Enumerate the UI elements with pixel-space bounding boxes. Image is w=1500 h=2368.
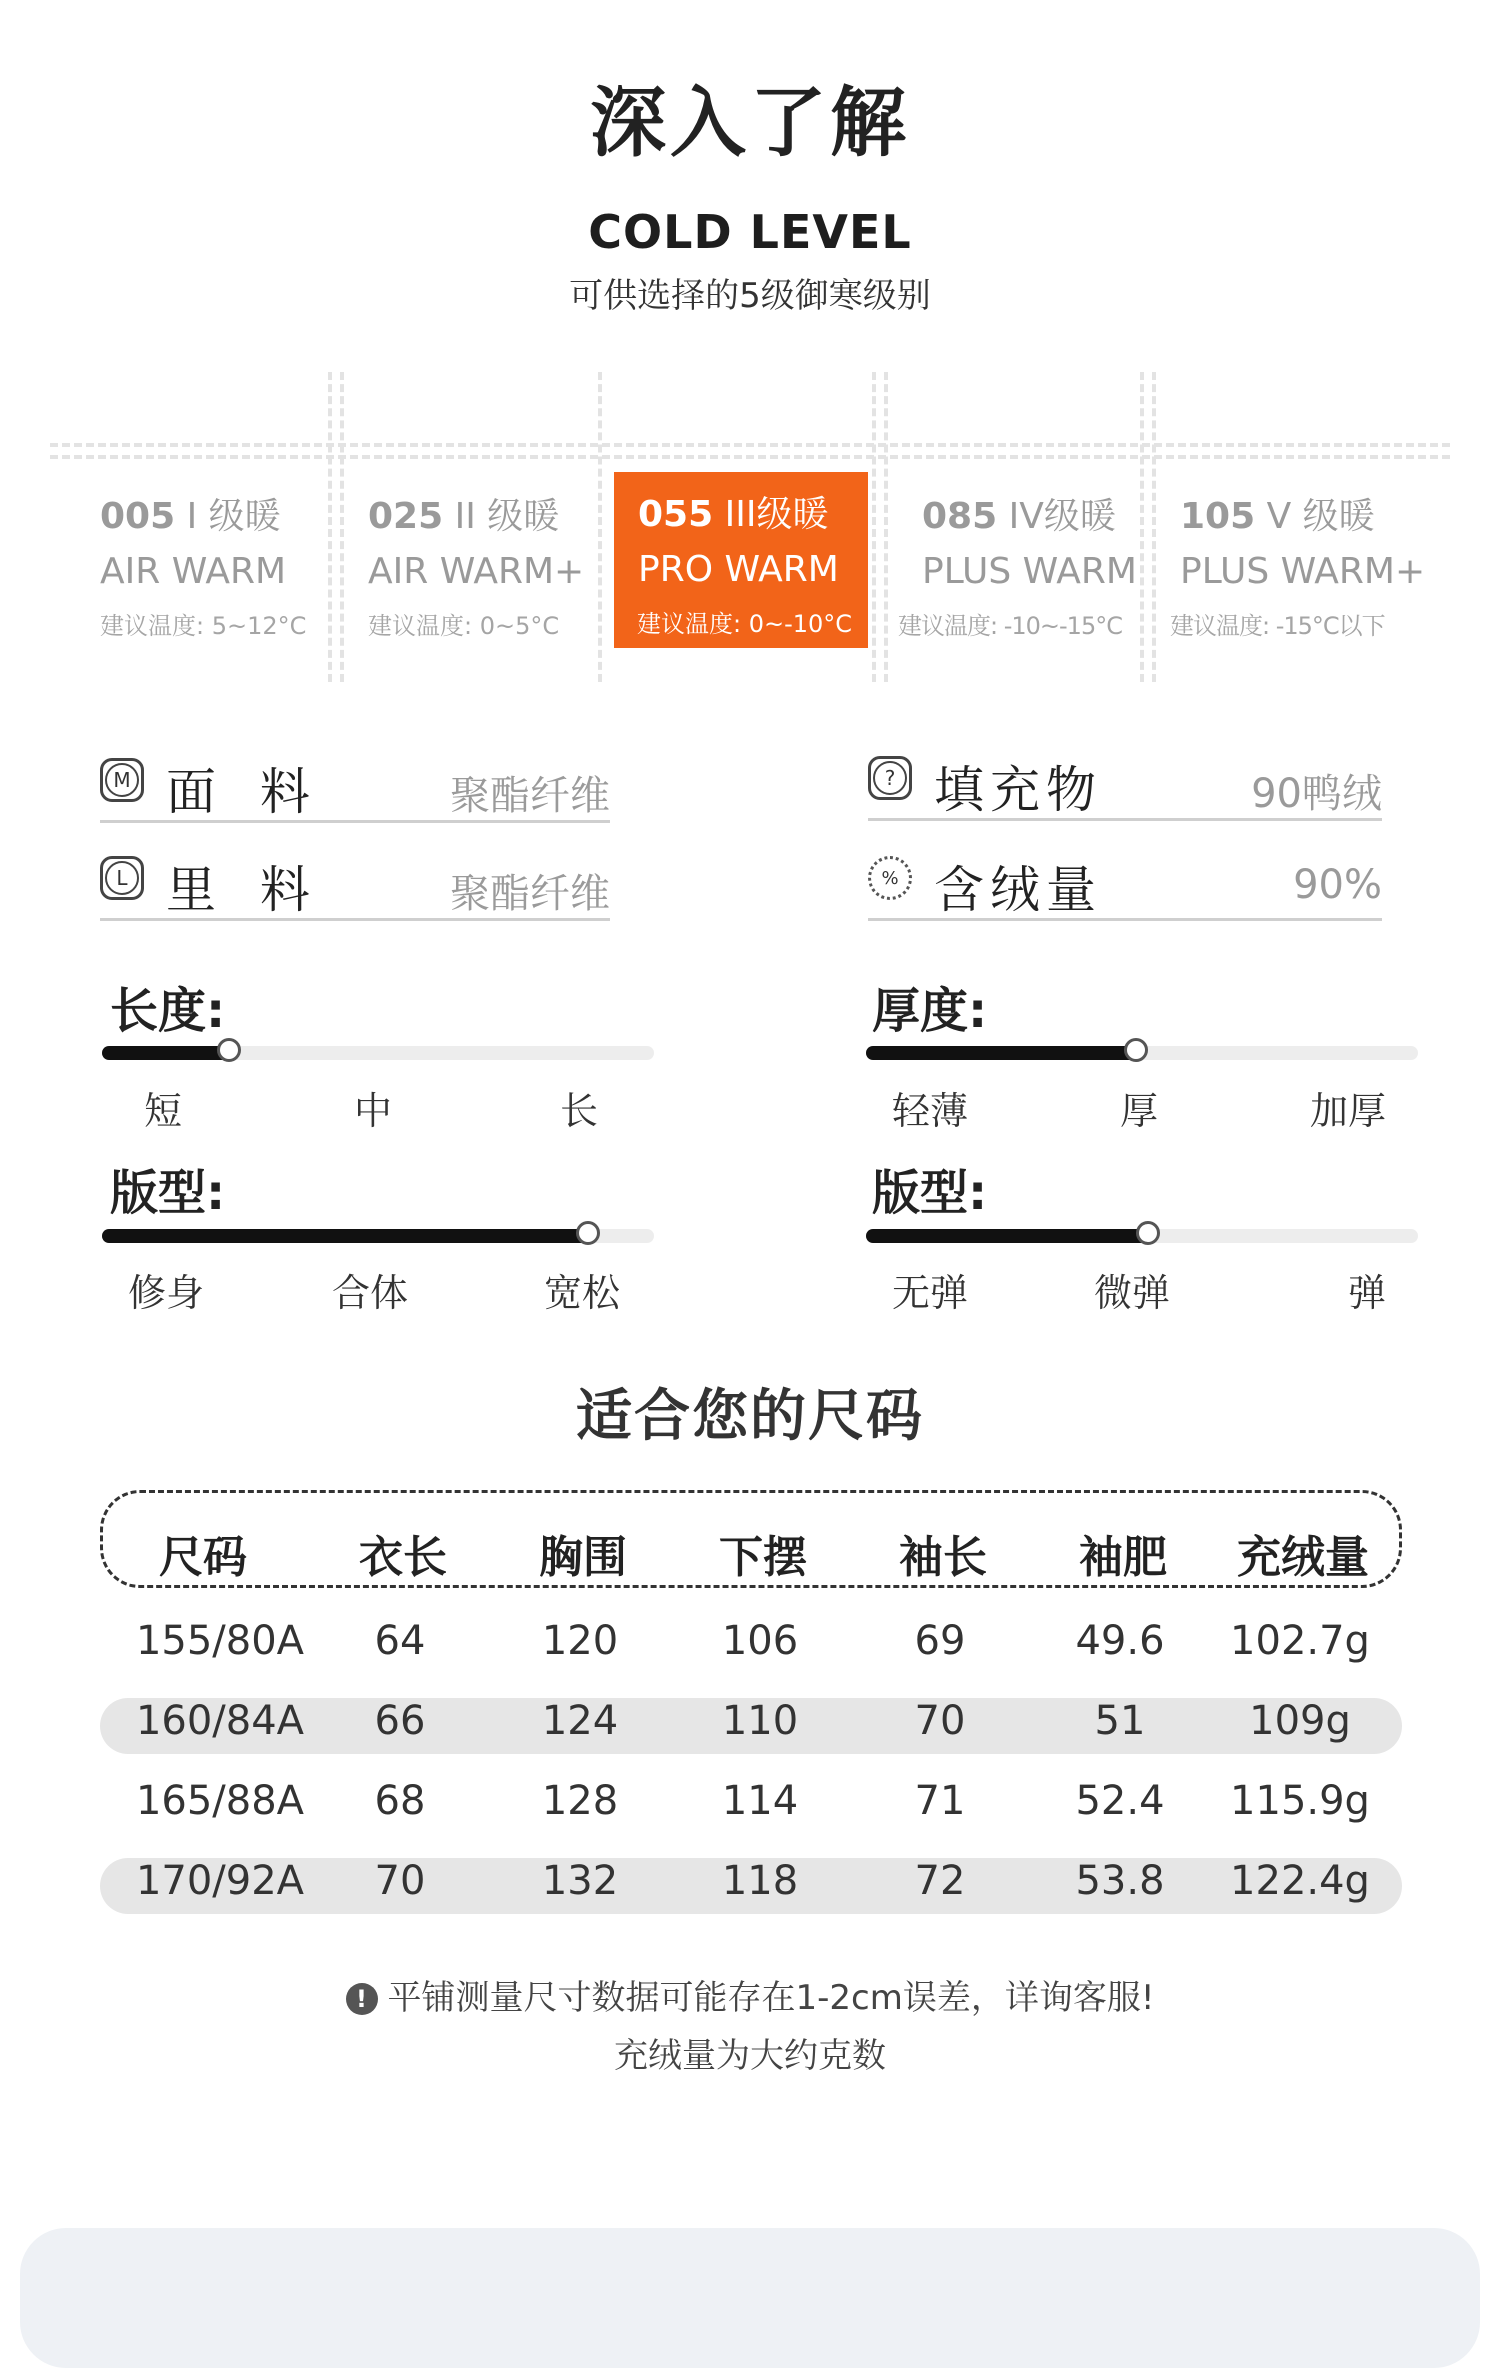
lining-label: 里 料 bbox=[166, 861, 324, 919]
level-temp: 建议温度: 5~12°C bbox=[100, 612, 307, 640]
cell-down-fill: 115.9g bbox=[1230, 1778, 1370, 1824]
down-content-row bbox=[868, 848, 1382, 921]
level-name: PRO WARM bbox=[638, 549, 839, 590]
m-badge-icon: M bbox=[100, 758, 144, 802]
slider-knob[interactable] bbox=[217, 1038, 241, 1062]
level-name: AIR WARM+ bbox=[368, 551, 585, 592]
cell-chest: 120 bbox=[541, 1618, 619, 1664]
fabric-value: 聚酯纤维 bbox=[450, 773, 610, 819]
level-temp: 建议温度: -15°C以下 bbox=[1170, 612, 1385, 640]
stretch-title: 版型: bbox=[872, 1165, 988, 1221]
cell-hem: 110 bbox=[721, 1698, 799, 1744]
level-grade: V 级暖 bbox=[1255, 496, 1375, 537]
header-sleeve-length: 袖长 bbox=[899, 1532, 987, 1583]
cold-level-subtitle: 可供选择的5级御寒级别 bbox=[569, 276, 931, 316]
header-length: 衣长 bbox=[359, 1532, 447, 1583]
cell-sleeve-width: 53.8 bbox=[1075, 1858, 1165, 1904]
cell-length: 68 bbox=[374, 1778, 426, 1824]
level-code: 055 bbox=[638, 494, 714, 535]
header-chest: 胸围 bbox=[539, 1532, 627, 1583]
slider-fill bbox=[102, 1046, 229, 1060]
size-table-header bbox=[100, 1490, 1402, 1588]
cell-hem: 118 bbox=[721, 1858, 799, 1904]
cell-size: 170/92A bbox=[135, 1858, 305, 1904]
table-row bbox=[100, 1858, 1402, 1914]
level-card-025[interactable] bbox=[368, 488, 593, 641]
lining-row bbox=[100, 848, 610, 921]
length-label-short: 短 bbox=[144, 1089, 183, 1133]
cell-chest: 132 bbox=[541, 1858, 619, 1904]
cell-hem: 106 bbox=[721, 1618, 799, 1664]
cell-length: 64 bbox=[374, 1618, 426, 1664]
filling-label: 填充物 bbox=[934, 761, 1102, 819]
filling-value: 90鸭绒 bbox=[1251, 771, 1382, 817]
filling-row bbox=[868, 748, 1382, 821]
level-code: 105 bbox=[1180, 496, 1256, 537]
grid-line bbox=[50, 455, 1450, 459]
cell-size: 155/80A bbox=[135, 1618, 305, 1664]
cell-hem: 114 bbox=[721, 1778, 799, 1824]
cell-down-fill: 109g bbox=[1249, 1698, 1351, 1744]
level-grade: I 级暖 bbox=[175, 496, 281, 537]
fabric-label: 面 料 bbox=[166, 763, 324, 821]
length-label-medium: 中 bbox=[354, 1089, 393, 1133]
cell-sleeve-length: 71 bbox=[914, 1778, 966, 1824]
thickness-slider[interactable] bbox=[866, 1046, 1418, 1060]
slider-fill bbox=[102, 1229, 588, 1243]
level-grade: III级暖 bbox=[713, 494, 829, 535]
level-name: AIR WARM bbox=[100, 551, 287, 592]
level-temp: 建议温度: 0~-10°C bbox=[637, 610, 853, 638]
cell-sleeve-length: 69 bbox=[914, 1618, 966, 1664]
header-hem: 下摆 bbox=[719, 1532, 807, 1583]
level-card-085[interactable] bbox=[898, 488, 1138, 641]
table-row bbox=[100, 1778, 1402, 1834]
fit-title: 版型: bbox=[110, 1165, 226, 1221]
bottom-card bbox=[20, 2228, 1480, 2368]
header-sleeve-width: 袖肥 bbox=[1079, 1532, 1167, 1583]
fit-label-loose: 宽松 bbox=[544, 1271, 621, 1315]
cell-sleeve-length: 70 bbox=[914, 1698, 966, 1744]
thickness-label-thin: 轻薄 bbox=[892, 1089, 969, 1133]
grid-line bbox=[328, 372, 332, 682]
down-content-label: 含绒量 bbox=[934, 861, 1102, 919]
fit-label-regular: 合体 bbox=[332, 1271, 409, 1315]
cell-size: 165/88A bbox=[135, 1778, 305, 1824]
length-slider[interactable] bbox=[102, 1046, 654, 1060]
thickness-label-thick: 厚 bbox=[1120, 1089, 1159, 1133]
cell-down-fill: 122.4g bbox=[1230, 1858, 1370, 1904]
fit-label-slim: 修身 bbox=[128, 1271, 205, 1315]
percent-spinner-icon: % bbox=[868, 856, 912, 900]
slider-fill bbox=[866, 1229, 1148, 1243]
cell-chest: 128 bbox=[541, 1778, 619, 1824]
header-size: 尺码 bbox=[159, 1532, 247, 1583]
measurement-note bbox=[0, 1970, 1500, 2019]
cell-sleeve-width: 52.4 bbox=[1075, 1778, 1165, 1824]
grid-line bbox=[1140, 372, 1144, 682]
stretch-label-slight: 微弹 bbox=[1094, 1271, 1171, 1315]
cell-sleeve-length: 72 bbox=[914, 1858, 966, 1904]
level-temp: 建议温度: -10~-15°C bbox=[898, 612, 1122, 640]
level-card-055-selected[interactable] bbox=[614, 472, 868, 648]
grid-line bbox=[598, 372, 602, 682]
level-code: 005 bbox=[100, 496, 176, 537]
stretch-slider[interactable] bbox=[866, 1229, 1418, 1243]
level-grade: IV级暖 bbox=[997, 496, 1116, 537]
level-card-005[interactable] bbox=[100, 488, 325, 641]
level-grade: II 级暖 bbox=[443, 496, 560, 537]
level-name: PLUS WARM bbox=[922, 551, 1137, 592]
grid-line bbox=[50, 443, 1450, 447]
table-row bbox=[100, 1618, 1402, 1674]
slider-knob[interactable] bbox=[1136, 1221, 1160, 1245]
slider-fill bbox=[866, 1046, 1136, 1060]
size-table-title: 适合您的尺码 bbox=[576, 1384, 924, 1449]
cell-length: 66 bbox=[374, 1698, 426, 1744]
level-code: 025 bbox=[368, 496, 444, 537]
stretch-label-stretchy: 弹 bbox=[1348, 1271, 1387, 1315]
stretch-label-none: 无弹 bbox=[892, 1271, 969, 1315]
down-content-value: 90% bbox=[1293, 862, 1382, 908]
level-temp: 建议温度: 0~5°C bbox=[368, 612, 560, 640]
cell-sleeve-width: 51 bbox=[1094, 1698, 1146, 1744]
length-title: 长度: bbox=[110, 983, 226, 1039]
level-code: 085 bbox=[922, 496, 998, 537]
cell-sleeve-width: 49.6 bbox=[1075, 1618, 1165, 1664]
header-down-fill: 充绒量 bbox=[1237, 1532, 1369, 1583]
cold-level-heading: COLD LEVEL bbox=[588, 205, 912, 259]
grid-line bbox=[872, 372, 876, 682]
grid-line bbox=[1152, 372, 1156, 682]
lining-value: 聚酯纤维 bbox=[450, 871, 610, 917]
cell-chest: 124 bbox=[541, 1698, 619, 1744]
table-row bbox=[100, 1698, 1402, 1754]
level-card-105[interactable] bbox=[1170, 488, 1430, 641]
grid-line bbox=[340, 372, 344, 682]
thickness-label-extra-thick: 加厚 bbox=[1310, 1089, 1387, 1133]
grid-line bbox=[884, 372, 888, 682]
l-badge-icon: L bbox=[100, 856, 144, 900]
page-title: 深入了解 bbox=[590, 78, 910, 167]
slider-knob[interactable] bbox=[1124, 1038, 1148, 1062]
fabric-row bbox=[100, 750, 610, 823]
level-name: PLUS WARM+ bbox=[1180, 551, 1426, 592]
cell-down-fill: 102.7g bbox=[1230, 1618, 1370, 1664]
thickness-title: 厚度: bbox=[872, 983, 988, 1039]
note-line-1: 平铺测量尺寸数据可能存在1-2cm误差，详询客服! bbox=[387, 1978, 1155, 2018]
slider-knob[interactable] bbox=[576, 1221, 600, 1245]
note-line-2: 充绒量为大约克数 bbox=[614, 2036, 886, 2076]
fit-slider[interactable] bbox=[102, 1229, 654, 1243]
exclamation-circle-icon: ! bbox=[346, 1983, 378, 2015]
question-badge-icon: ? bbox=[868, 756, 912, 800]
length-label-long: 长 bbox=[560, 1089, 599, 1133]
cell-length: 70 bbox=[374, 1858, 426, 1904]
cell-size: 160/84A bbox=[135, 1698, 305, 1744]
